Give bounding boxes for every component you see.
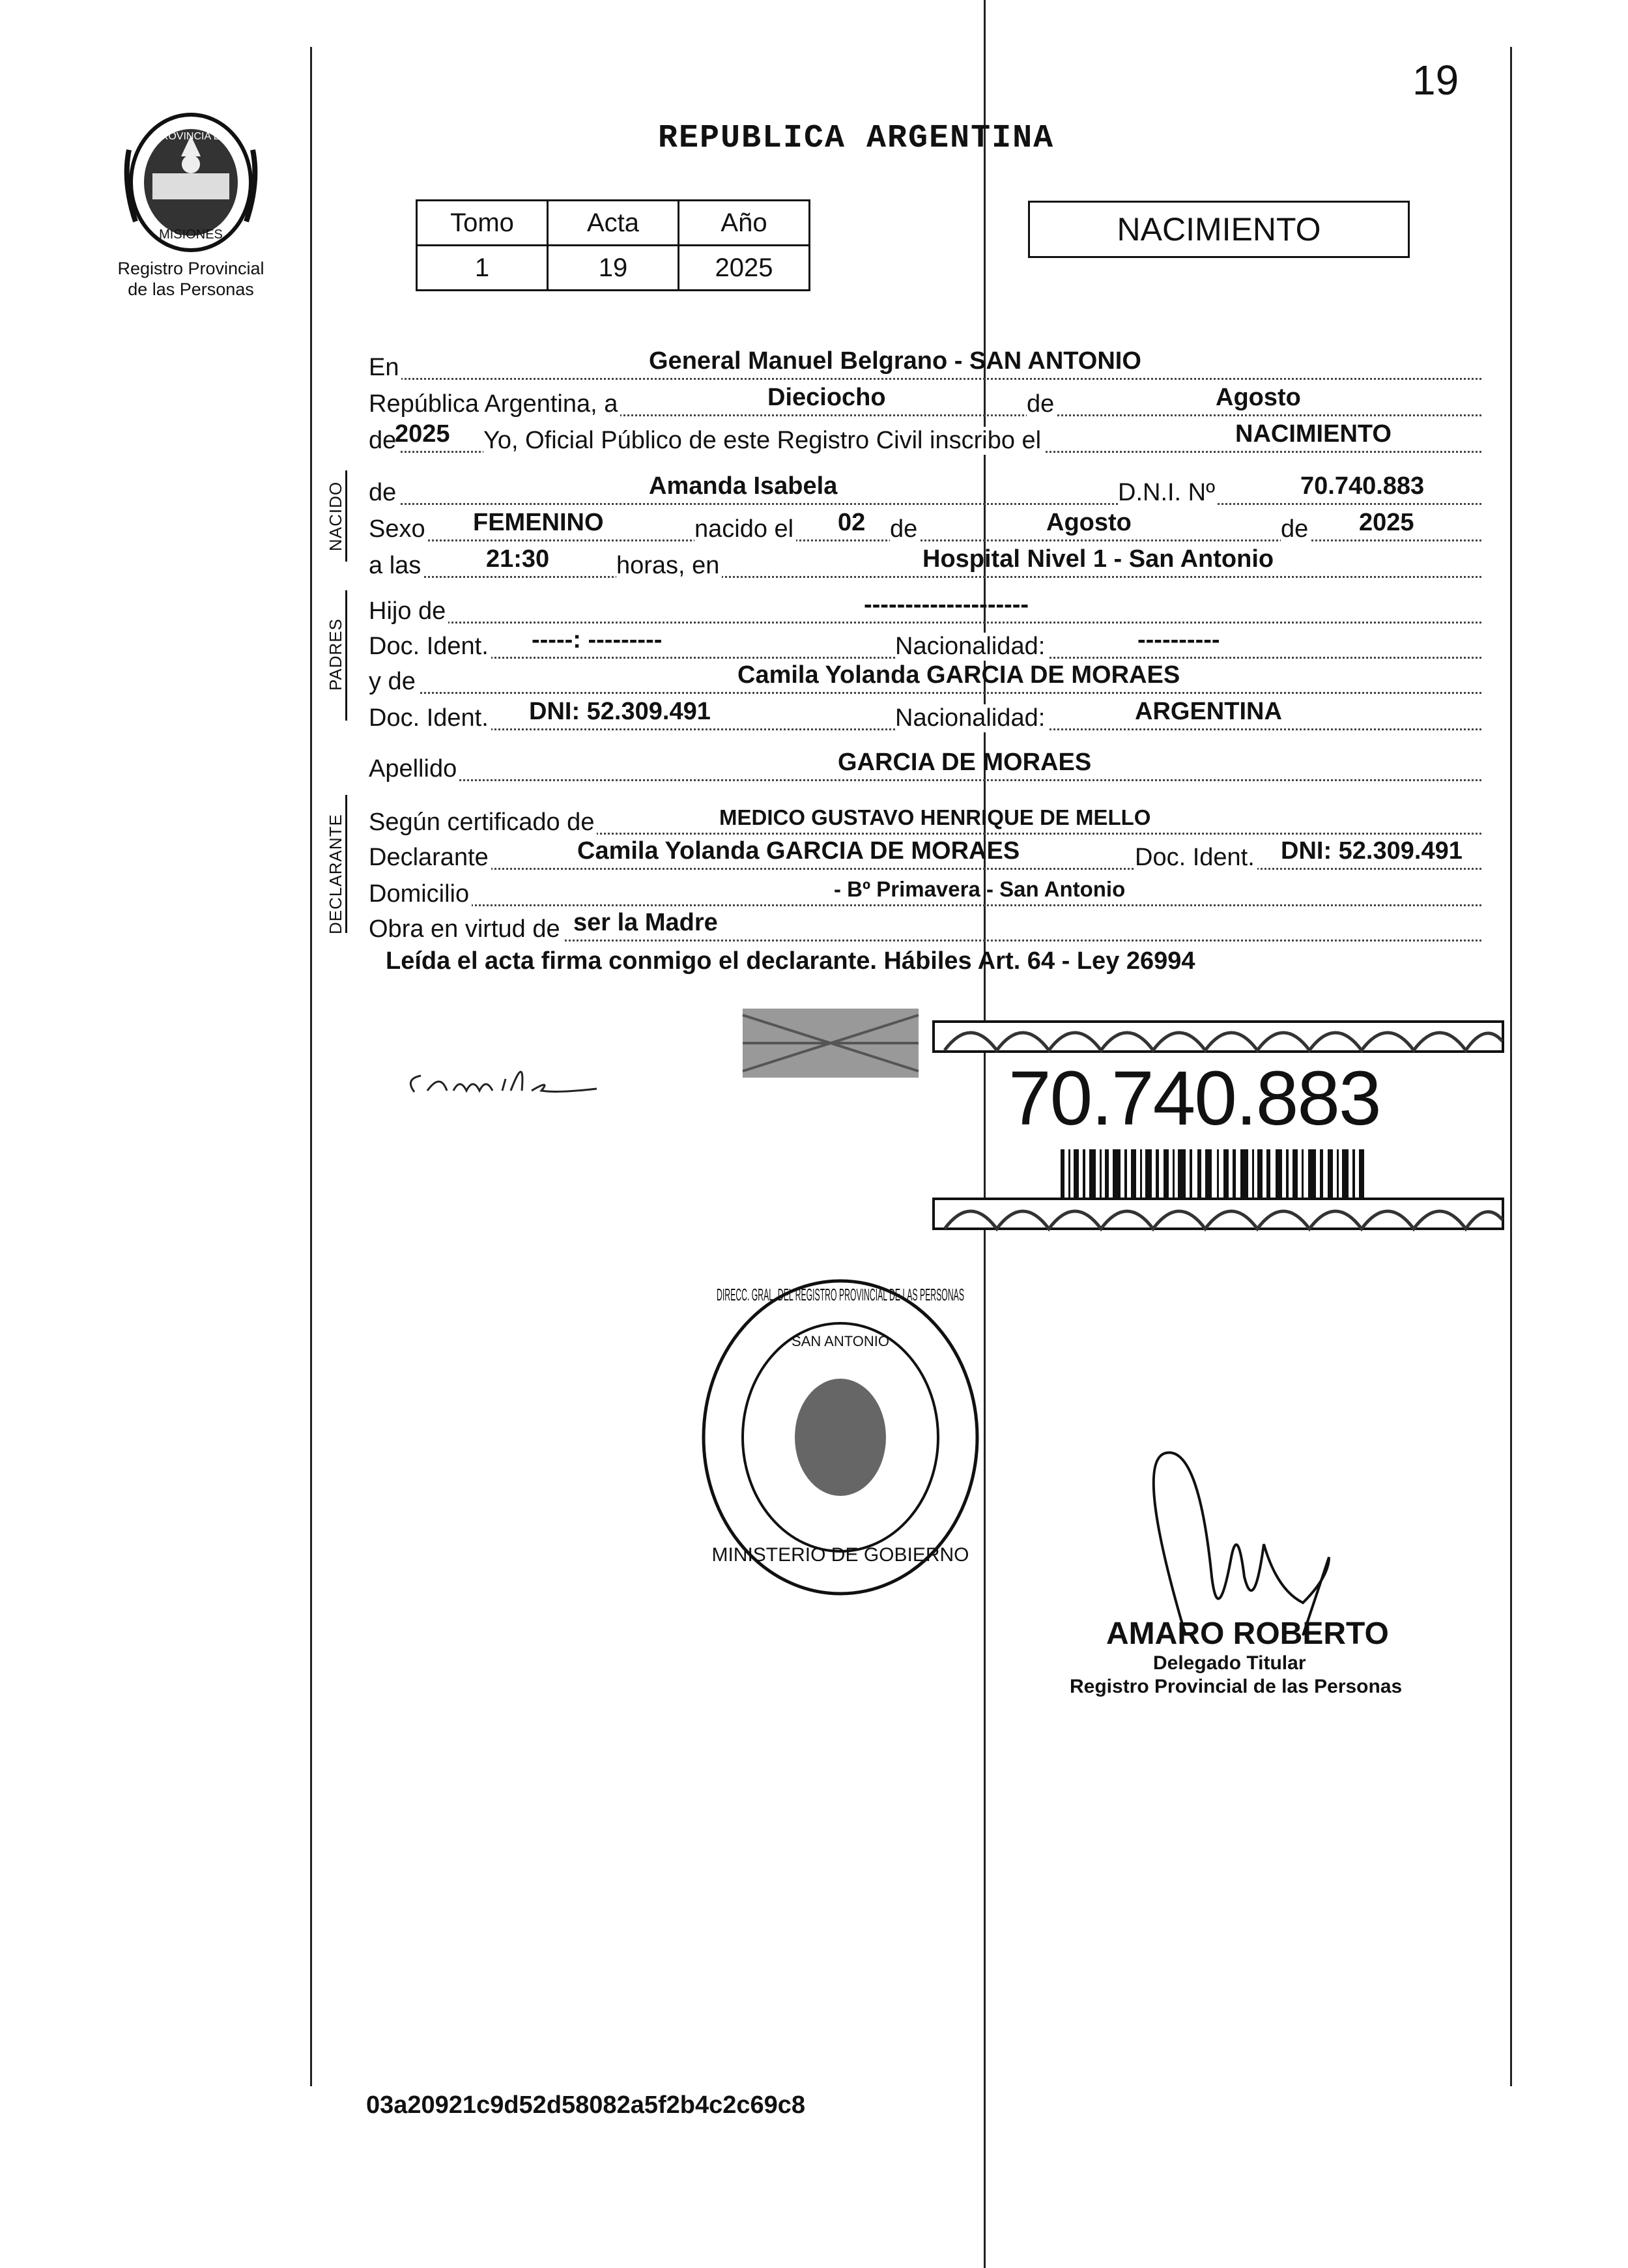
madre-value: Camila Yolanda GARCIA DE MORAES bbox=[737, 661, 1180, 689]
dni-number-large: 70.740.883 bbox=[1008, 1055, 1380, 1141]
declarante-value: Camila Yolanda GARCIA DE MORAES bbox=[577, 837, 1020, 865]
row-madre-doc: Doc. Ident. DNI: 52.309.491 Nacionalidad: ARGENTINA bbox=[369, 692, 1481, 730]
seal-bottom-text: MISIONES bbox=[159, 227, 223, 242]
mes-value: Agosto bbox=[1216, 384, 1301, 411]
security-strip-top bbox=[932, 1009, 1505, 1054]
row-virtud: Obra en virtud de ser la Madre bbox=[369, 903, 1481, 941]
anio-value: 2025 bbox=[679, 246, 810, 291]
section-declarante: DECLARANTE bbox=[326, 814, 345, 934]
dia-value: Dieciocho bbox=[767, 384, 886, 411]
nombre-value: Amanda Isabela bbox=[649, 472, 838, 500]
acta-header: Acta bbox=[548, 201, 679, 246]
row-domicilio: Domicilio - Bº Primavera - San Antonio bbox=[369, 868, 1481, 906]
row-apellido: Apellido GARCIA DE MORAES bbox=[369, 743, 1481, 781]
tomo-value: 1 bbox=[417, 246, 548, 291]
madre-doc-value: DNI: 52.309.491 bbox=[529, 698, 711, 725]
document-type-box: NACIMIENTO bbox=[1028, 201, 1410, 258]
logo-caption: Registro Provincial de las Personas bbox=[117, 259, 264, 299]
row-madre: y de Camila Yolanda GARCIA DE MORAES bbox=[369, 655, 1481, 694]
nac-dia-value: 02 bbox=[838, 509, 866, 536]
tomo-header: Tomo bbox=[417, 201, 548, 246]
section-padres: PADRES bbox=[326, 618, 345, 691]
right-margin-line bbox=[1510, 47, 1512, 2086]
row-padre-doc: Doc. Ident. -----: --------- Nacionalidad: ---------- bbox=[369, 620, 1481, 659]
row-nombre: de Amanda Isabela D.N.I. Nº 70.740.883 bbox=[369, 467, 1481, 505]
legal-note: Leída el acta firma conmigo el declarante. Hábiles Art. 64 - Ley 26994 bbox=[386, 947, 1195, 975]
padre-nac-value: ---------- bbox=[1137, 626, 1220, 653]
certificado-value: MEDICO GUSTAVO HENRIQUE DE MELLO bbox=[719, 805, 1151, 829]
document-hash: 03a20921c9d52d58082a5f2b4c2c69c8 bbox=[366, 2091, 806, 2119]
row-anio: de 2025 Yo, Oficial Público de este Registro Civil inscribo el NACIMIENTO bbox=[369, 414, 1481, 453]
row-hijo-de: Hijo de -------------------- bbox=[369, 585, 1481, 624]
madre-nac-value: ARGENTINA bbox=[1135, 698, 1282, 725]
padre-doc-value: -----: --------- bbox=[532, 626, 663, 653]
handwritten-signature-camila bbox=[401, 1053, 636, 1112]
stamp-inner-text: MINISTERIO DE GOBIERNO bbox=[711, 1544, 969, 1566]
acta-value: 19 bbox=[548, 246, 679, 291]
hora-value: 21:30 bbox=[486, 545, 550, 573]
left-margin-line bbox=[310, 47, 312, 2086]
padre-value: -------------------- bbox=[864, 591, 1029, 618]
lugar-value: General Manuel Belgrano - SAN ANTONIO bbox=[649, 347, 1141, 375]
signatory-name: AMARO ROBERTO bbox=[1106, 1616, 1389, 1651]
nac-mes-value: Agosto bbox=[1046, 509, 1132, 536]
anio-value: 2025 bbox=[395, 420, 450, 448]
security-strip-bottom bbox=[932, 1196, 1505, 1242]
official-stamp bbox=[697, 1274, 984, 1600]
registry-table bbox=[416, 199, 810, 291]
security-pattern-left bbox=[743, 1009, 919, 1078]
virtud-value: ser la Madre bbox=[573, 909, 718, 936]
signatory-org: Registro Provincial de las Personas bbox=[1070, 1676, 1403, 1697]
section-nacido: NACIDO bbox=[326, 481, 345, 551]
row-certificado: Según certificado de MEDICO GUSTAVO HENRIQUE DE MELLO bbox=[369, 796, 1481, 835]
stamp-outer-text: DIRECC. GRAL. DEL REGISTRO PROVINCIAL DE LAS PERSONAS bbox=[717, 1285, 964, 1304]
nac-anio-value: 2025 bbox=[1359, 509, 1414, 536]
row-declarante: Declarante Camila Yolanda GARCIA DE MORAES Doc. Ident. DNI: 52.309.491 bbox=[369, 831, 1481, 870]
row-fecha: República Argentina, a Dieciocho de Agosto bbox=[369, 378, 1481, 416]
stamp-top-text: SAN ANTONIO bbox=[792, 1333, 889, 1349]
seal-top-text: PROVINCIA DE bbox=[154, 131, 228, 142]
sexo-value: FEMENINO bbox=[473, 509, 604, 536]
domicilio-value: - Bº Primavera - San Antonio bbox=[834, 877, 1126, 901]
acto-value: NACIMIENTO bbox=[1235, 420, 1392, 448]
row-hora: a las 21:30 horas, en Hospital Nivel 1 - San Antonio bbox=[369, 539, 1481, 578]
anio-header: Año bbox=[679, 201, 810, 246]
apellido-value: GARCIA DE MORAES bbox=[838, 749, 1092, 776]
document-title: REPUBLICA ARGENTINA bbox=[658, 120, 1055, 157]
dni-value: 70.740.883 bbox=[1300, 472, 1425, 500]
lugar-nac-value: Hospital Nivel 1 - San Antonio bbox=[922, 545, 1274, 573]
row-sexo: Sexo FEMENINO nacido el 02 de Agosto de 2025 bbox=[369, 503, 1481, 541]
declarante-doc-value: DNI: 52.309.491 bbox=[1281, 837, 1463, 865]
official-signature bbox=[1107, 1446, 1381, 1642]
fold-line bbox=[984, 0, 986, 2268]
row-lugar: En General Manuel Belgrano - SAN ANTONIO bbox=[369, 341, 1481, 380]
signatory-role: Delegado Titular bbox=[1153, 1652, 1306, 1674]
province-seal-logo bbox=[116, 111, 266, 254]
page-number: 19 bbox=[1412, 57, 1459, 104]
